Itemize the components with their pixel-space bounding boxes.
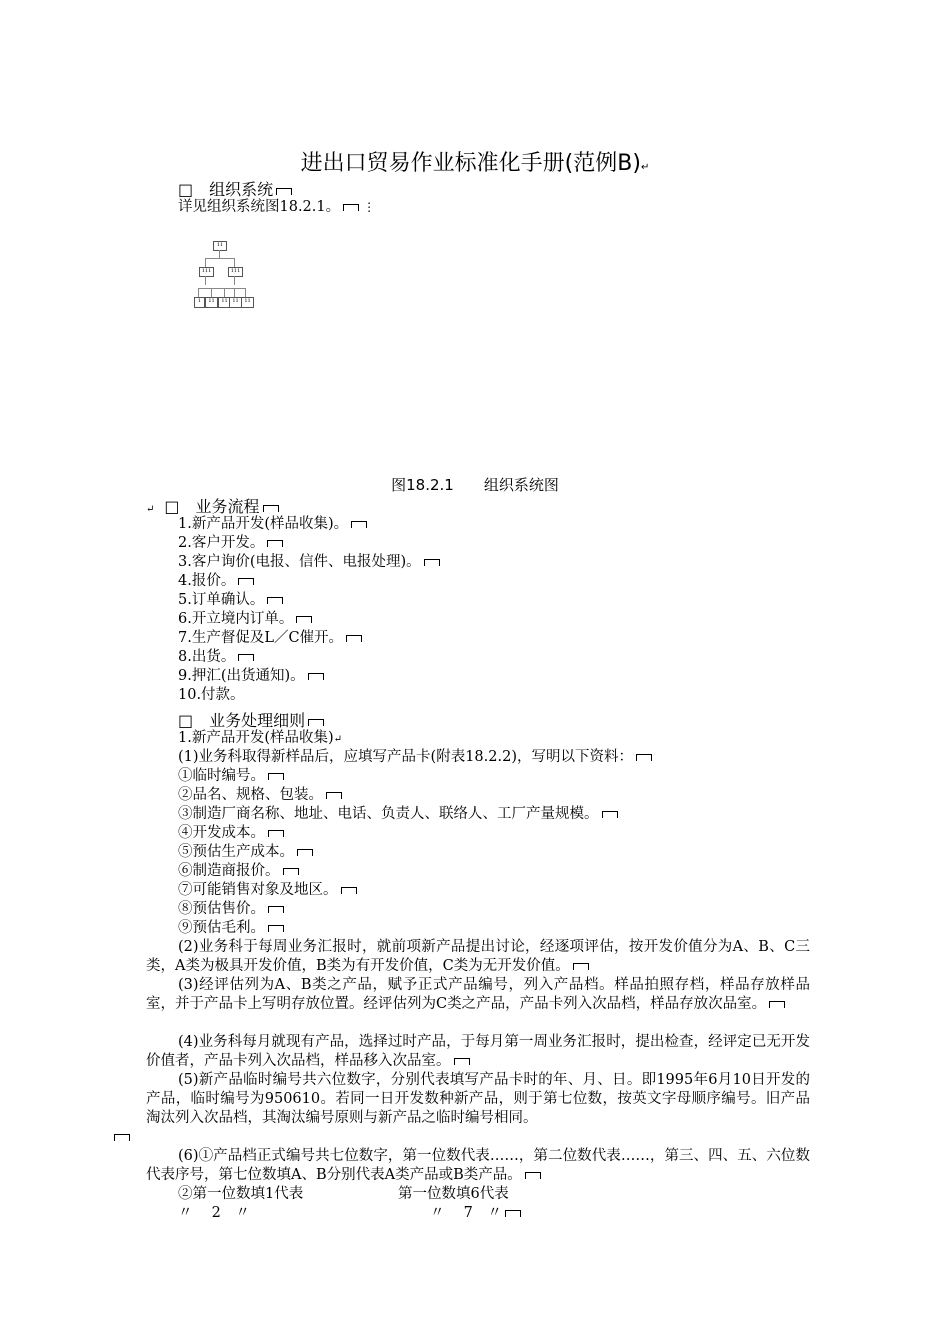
section-heading-process: ↵ □ 业务流程: [146, 494, 279, 517]
details-p5: (5)新产品临时编号共六位数字，分别代表填写产品卡时的年、月、日。即1995年6月10日开发的产品，临时编号为950610。若同一日开发数种新产品，则于第七位数，按英文字母顺序编号。旧产品淘汰列入次品档，其淘汰编号原则与新产品之临时编号相同。: [146, 1071, 810, 1147]
code-row-1a: ②第一位数填1代表: [178, 1186, 304, 1202]
details-p6: (6)①产品档正式编号共七位数字，第一位数代表……，第二位数代表……，第三、四、五、六位数代表序号，第七位数填A、B分别代表A类产品或B类产品。: [146, 1148, 810, 1183]
section-heading-org: □ 组织系统: [178, 177, 292, 200]
figure-caption: 图18.2.1 组织系统图: [391, 476, 559, 494]
list-item: 10.付款。: [178, 687, 245, 703]
list-item: 3.客户询价(电报、信件、电报处理)。: [178, 553, 440, 572]
list-item: ⑧预估售价。: [178, 900, 618, 919]
list-item: 1.新产品开发(样品收集)。: [178, 515, 440, 534]
org-node: 111: [228, 267, 243, 277]
list-item: 6.开立境内订单。: [178, 610, 440, 629]
list-item: ⑥制造商报价。: [178, 862, 618, 881]
process-list: [178, 515, 440, 705]
list-item: 7.生产督促及L／C催开。: [178, 629, 440, 648]
code-row-1b: 第一位数填6代表: [398, 1186, 509, 1202]
list-item: ④开发成本。: [178, 824, 618, 843]
list-item: ⑦可能销售对象及地区。: [178, 881, 618, 900]
list-item: 8.出货。: [178, 648, 440, 667]
org-node: 11: [229, 297, 242, 308]
details-p3: (3)经评估列为A、B类之产品，赋予正式产品编号，列入产品档。样品拍照存档，样品存放样品室，并于产品卡上写明存放位置。经评估列为C类之产品，产品卡列入次品档，样品存放次品室。: [146, 977, 810, 1012]
list-item: ⑨预估毛利。: [178, 919, 618, 938]
details-p1: (1)业务科取得新样品后，应填写产品卡(附表18.2.2)，写明以下资料：: [178, 748, 652, 767]
code-row-2b: 〃 7 〃: [430, 1204, 521, 1223]
details-list: [178, 767, 618, 938]
org-node: 1: [194, 297, 205, 308]
list-item: ③制造厂商名称、地址、电话、负责人、联络人、工厂产量规模。: [178, 805, 618, 824]
list-item: 2.客户开发。: [178, 534, 440, 553]
details-sub1: 1.新产品开发(样品收集)↵: [178, 730, 343, 746]
list-item: ②品名、规格、包装。: [178, 786, 618, 805]
org-node: 111: [199, 267, 214, 277]
list-item: 9.押汇(出货通知)。: [178, 667, 440, 686]
section-text-org: 详见组织系统图18.2.1。 ⋮: [178, 199, 376, 215]
details-p2: (2)业务科于每周业务汇报时，就前项新产品提出讨论，经逐项评估，按开发价值分为A、B、C三类，A类为极具开发价值，B类为有开发价值，C类为无开发价值。: [146, 939, 810, 974]
list-item: 5.订单确认。: [178, 591, 440, 610]
section-heading-details: □ 业务处理细则: [178, 708, 324, 731]
code-row-2a: 〃 2 〃: [178, 1205, 250, 1221]
org-node: 11: [218, 297, 231, 308]
list-item: ①临时编号。: [178, 767, 618, 786]
org-node: 11: [213, 241, 227, 251]
list-item: 4.报价。: [178, 572, 440, 591]
page-title: 进出口贸易作业标准化手册(范例B)↵: [300, 151, 650, 176]
list-item: ⑤预估生产成本。: [178, 843, 618, 862]
details-p4: (4)业务科每月就现有产品，选择过时产品，于每月第一周业务汇报时，提出检查，经评定已无开发价值者，产品卡列入次品档，样品移入次品室。: [146, 1034, 810, 1069]
org-node: 11: [241, 297, 254, 308]
org-node: 11: [205, 297, 218, 308]
